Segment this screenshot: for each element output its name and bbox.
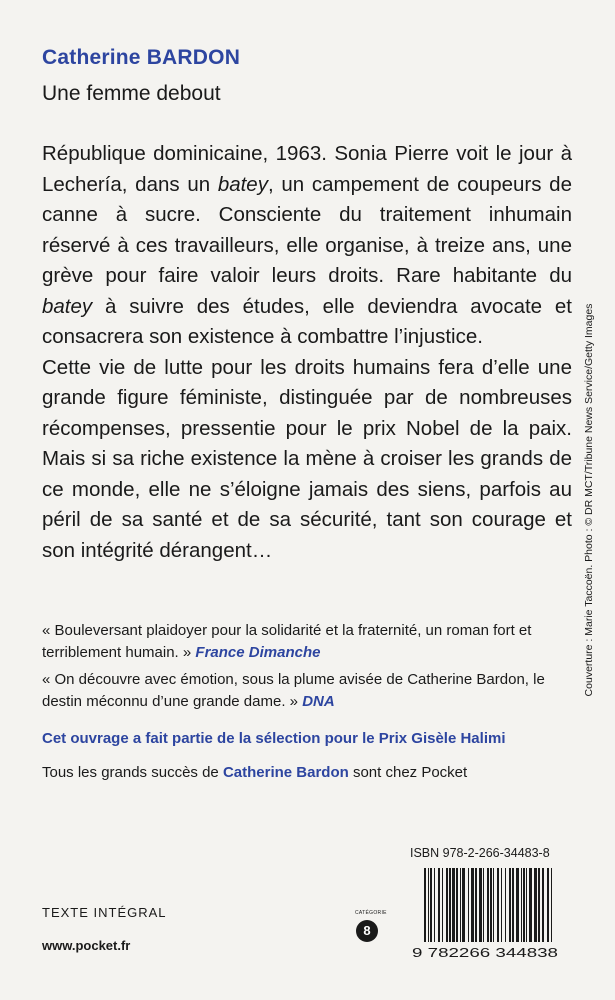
barcode-bar — [479, 868, 482, 942]
barcode-bar — [512, 868, 514, 942]
barcode-bar — [534, 868, 537, 942]
website-link[interactable]: www.pocket.fr — [42, 938, 131, 953]
barcode-bar — [526, 868, 527, 942]
cover-credit: Couverture : Marie Taccoën. Photo : © DR MCT/Tribune News Service/Getty Images — [583, 303, 595, 697]
barcode-bar — [516, 868, 519, 942]
barcode-bars — [424, 868, 552, 942]
barcode — [412, 868, 558, 960]
barcode-bar — [452, 868, 455, 942]
barcode-bar — [438, 868, 440, 942]
author-name: Catherine BARDON — [42, 46, 241, 69]
barcode-bar — [490, 868, 492, 942]
barcode-bar — [434, 868, 435, 942]
press-quote — [42, 669, 582, 713]
pocket-line — [42, 764, 467, 781]
quote-text: « On découvre avec émotion, sous la plume avisée de Catherine Bardon, le destin méconnu d’une grande dame. » — [42, 671, 545, 710]
barcode-bar — [505, 868, 506, 942]
barcode-bar — [509, 868, 511, 942]
press-quote — [42, 620, 582, 664]
barcode-bar — [493, 868, 494, 942]
pocket-line-text: sont chez Pocket — [348, 764, 468, 781]
barcode-bar — [471, 868, 474, 942]
quote-text: « Bouleversant plaidoyer pour la solidarité et la fraternité, un roman fort et terriblement humain. » — [42, 622, 532, 661]
prize-mention: Cet ouvrage a fait partie de la sélection pour le Prix Gisèle Halimi — [42, 730, 506, 747]
barcode-bar — [446, 868, 448, 942]
barcode-bar — [521, 868, 522, 942]
barcode-bar — [487, 868, 489, 942]
blurb-text: , un campement de coupeurs de canne à sucre. Consciente du traitement inhumain réservé à ces travailleurs, elle organise, à treize ans, une grève pour faire valoir leurs droits. Rare habitante du — [42, 172, 572, 287]
barcode-bar — [468, 868, 469, 942]
barcode-bar — [497, 868, 499, 942]
texte-integral-label: TEXTE INTÉGRAL — [42, 905, 167, 920]
barcode-bar — [456, 868, 458, 942]
barcode-bar — [475, 868, 477, 942]
barcode-digits: 9 782266 344838 — [412, 946, 558, 960]
isbn-label: ISBN 978-2-266-34483-8 — [410, 846, 550, 860]
barcode-bar — [430, 868, 432, 942]
barcode-bar — [428, 868, 429, 942]
category-badge: 8 — [356, 920, 378, 942]
blurb-italic-term: batey — [217, 172, 268, 196]
barcode-bar — [460, 868, 461, 942]
barcode-bar — [551, 868, 552, 942]
barcode-bar — [449, 868, 451, 942]
barcode-bar — [442, 868, 443, 942]
barcode-bar — [462, 868, 465, 942]
barcode-bar — [424, 868, 426, 942]
pocket-line-author: Catherine Bardon — [222, 764, 349, 781]
blurb-text: à suivre des études, elle deviendra avocate et consacrera son existence à combattre l’injustice. — [42, 294, 572, 348]
blurb-paragraph-1 — [42, 139, 572, 353]
barcode-bar — [523, 868, 525, 942]
quote-source: France Dimanche — [195, 644, 321, 661]
blurb-text: République dominicaine, 1963. Sonia Pierre voit le jour à Lechería, dans un — [42, 142, 572, 196]
back-cover-blurb — [42, 139, 572, 566]
quote-source: DNA — [302, 693, 335, 710]
barcode-bar — [529, 868, 532, 942]
book-title: Une femme debout — [42, 82, 221, 105]
blurb-italic-term: batey — [42, 294, 93, 318]
barcode-bar — [501, 868, 502, 942]
barcode-bar — [542, 868, 544, 942]
pocket-line-text: Tous les grands succès de — [42, 764, 223, 781]
barcode-bar — [547, 868, 549, 942]
barcode-bar — [483, 868, 484, 942]
category-label: CATÉGORIE — [355, 910, 387, 916]
blurb-paragraph-2: Cette vie de lutte pour les droits humains fera d’elle une grande figure féministe, distinguée par de nombreuses récompenses, pressentie pour le prix Nobel de la paix. Mais si sa riche existence la mène à croiser les grands de ce monde, elle ne s’éloigne jamais des siens, parfois au péril de sa santé et de sa sécurité, tant son courage et son intégrité dérangent… — [42, 355, 572, 562]
barcode-bar — [538, 868, 540, 942]
cover-credit-container — [583, 303, 595, 697]
